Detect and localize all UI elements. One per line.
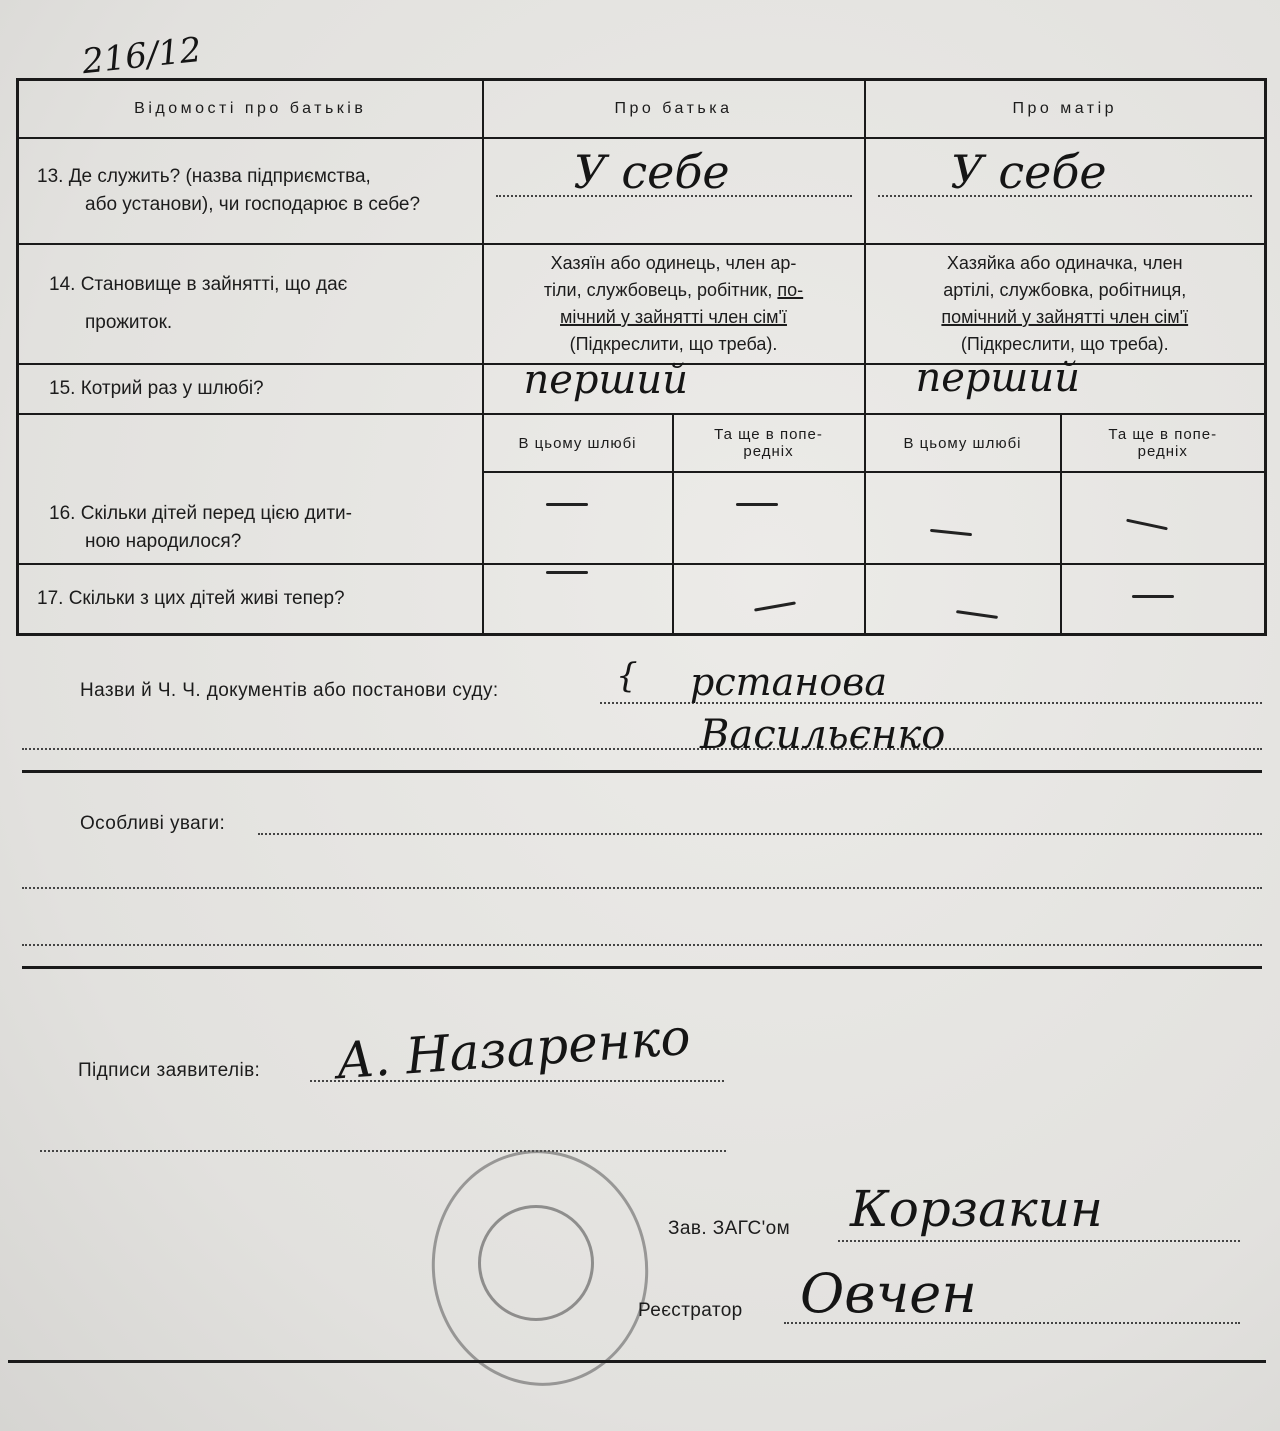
row14-mother: Хазяйка або одиначка, член артілі, службовка, робітниця, помічний у зайнятті член сім'ї (Підкреслити, що треба). bbox=[865, 244, 1266, 364]
row13-mother bbox=[865, 138, 1266, 244]
row13-father-value: У себе bbox=[573, 144, 730, 199]
row17-mother-previous bbox=[1061, 564, 1266, 634]
remarks-line bbox=[258, 833, 1262, 835]
row16-father-this bbox=[483, 472, 673, 564]
row16-mother-previous bbox=[1061, 472, 1266, 564]
registrar-signature: Овчен bbox=[800, 1262, 977, 1325]
row15-mother bbox=[865, 354, 1266, 414]
subheader-mother-previous: Та ще в попе- редніх bbox=[1061, 414, 1266, 472]
row13-label: 13. Де служить? (назва підприємства, або установи), чи господарює в себе? bbox=[18, 138, 483, 244]
row13-mother-value: У себе bbox=[950, 144, 1107, 199]
section-divider bbox=[22, 966, 1262, 969]
header-col1: Відомості про батьків bbox=[18, 80, 483, 138]
row16-label: 16. Скільки дітей перед цією дити- ною народилося? bbox=[18, 414, 483, 564]
applicants-label: Підписи заявителів: bbox=[78, 1060, 261, 1081]
row17-father-previous bbox=[673, 564, 865, 634]
header-mother: Про матір bbox=[865, 80, 1266, 138]
row13-father bbox=[483, 138, 865, 244]
header-father: Про батька bbox=[483, 80, 865, 138]
row15-label: 15. Котрий раз у шлюбі? bbox=[18, 364, 483, 414]
documents-value-line2: Васильєнко bbox=[700, 712, 946, 758]
row17-father-this bbox=[483, 564, 673, 634]
remarks-label: Особливі уваги: bbox=[80, 813, 226, 834]
head-label: Зав. ЗАГС'ом bbox=[668, 1218, 791, 1239]
parents-info-table bbox=[16, 78, 1267, 636]
head-signature: Корзакин bbox=[850, 1180, 1103, 1238]
subheader-mother-this: В цьому шлюбі bbox=[865, 414, 1061, 472]
row15-father-value: перший bbox=[523, 356, 688, 403]
row15-father bbox=[483, 356, 865, 414]
row17-label: 17. Скільки з цих дітей живі тепер? bbox=[18, 564, 483, 634]
subheader-father-previous: Та ще в попе- редніх bbox=[673, 414, 865, 472]
row16-father-previous bbox=[673, 472, 865, 564]
applicants-signature: А. Назаренко bbox=[334, 1007, 693, 1091]
row14-father: Хазяїн або одинець, член ар- тіли, службовець, робітник, по- мічний у зайнятті член сім'ї (Підкреслити, що треба). bbox=[483, 244, 865, 364]
stamp-emblem bbox=[478, 1205, 594, 1321]
subheader-father-this: В цьому шлюбі bbox=[483, 414, 673, 472]
row15-mother-value: перший bbox=[915, 354, 1080, 401]
archive-number: 216/12 bbox=[80, 29, 204, 83]
row16-mother-this bbox=[865, 472, 1061, 564]
row14-label: 14. Становище в зайнятті, що дає прожиток. bbox=[18, 244, 483, 364]
section-divider bbox=[22, 770, 1262, 773]
documents-value-line1: рстанова bbox=[690, 660, 887, 704]
documents-label: Назви й Ч. Ч. документів або постанови суду: bbox=[80, 680, 499, 701]
registrar-label: Реєстратор bbox=[638, 1300, 743, 1321]
documents-prefix-mark: { bbox=[616, 656, 638, 696]
bottom-divider bbox=[8, 1360, 1266, 1363]
row17-mother-this bbox=[865, 564, 1061, 634]
